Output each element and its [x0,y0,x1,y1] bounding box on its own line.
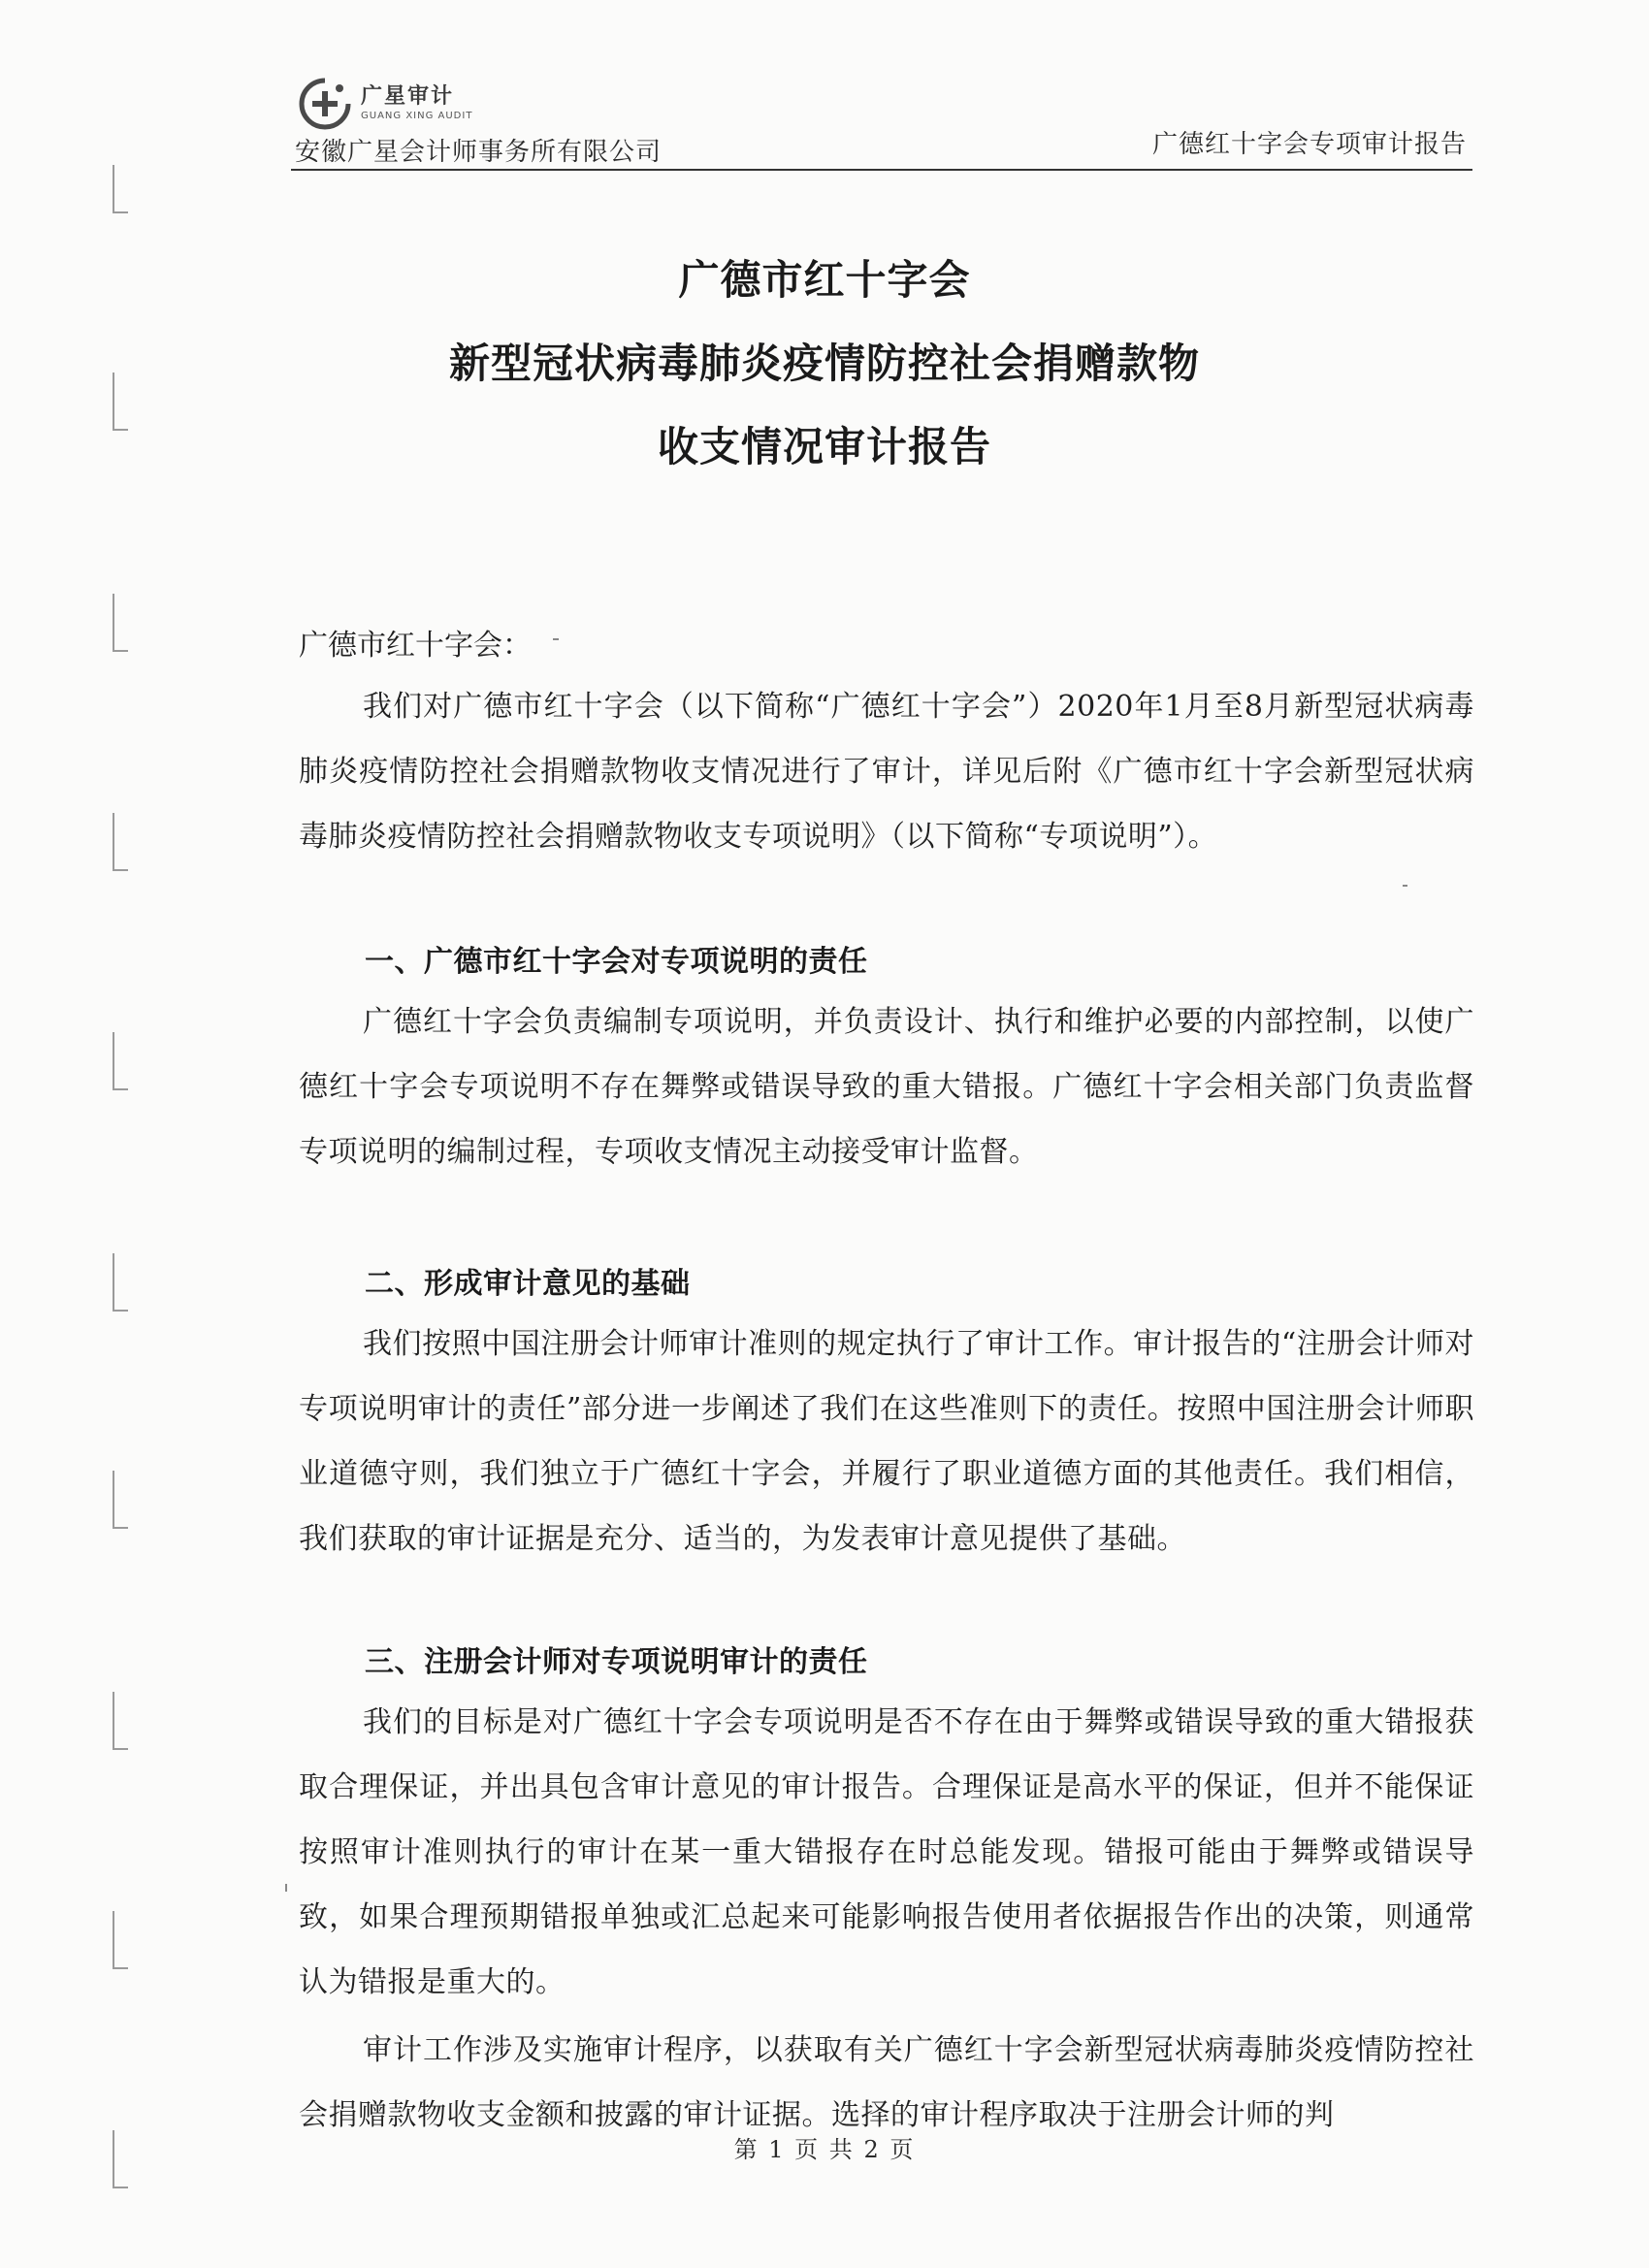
section-3-paragraph-2: 审计工作涉及实施审计程序，以获取有关广德红十字会新型冠状病毒肺炎疫情防控社会捐赠款物收支金额和披露的审计证据。选择的审计程序取决于注册会计师的判 [299,2033,1474,2132]
header-divider [291,169,1472,171]
report-title-line-2: 新型冠状病毒肺炎疫情防控社会捐赠款物 [448,340,1200,387]
report-title-line-1: 广德市红十字会 [678,256,971,304]
section-2-heading: 二、形成审计意见的基础 [365,1267,691,1301]
binding-mark [113,1032,128,1090]
scan-speck [1403,885,1407,887]
firm-name: 安徽广星会计师事务所有限公司 [295,138,663,167]
binding-mark [113,1692,128,1750]
binding-mark [113,165,128,213]
binding-mark [113,1911,128,1969]
salutation: 广德市红十字会： [299,629,532,663]
firm-logo [297,76,510,140]
scan-speck [285,1884,287,1892]
binding-mark [113,813,128,871]
section-3-paragraph-1: 我们的目标是对广德红十字会专项说明是否不存在由于舞弊或错误导致的重大错报获取合理保证，并出具包含审计意见的审计报告。合理保证是高水平的保证，但并不能保证按照审计准则执行的审计在某一重大错报存在时总能发现。错报可能由于舞弊或错误导致，如果合理预期错报单独或汇总起来可能影响报告使用者依据报告作出的决策，则通常认为错报是重大的。 [299,1705,1474,1999]
section-2-paragraph: 我们按照中国注册会计师审计准则的规定执行了审计工作。审计报告的“注册会计师对专项说明审计的责任”部分进一步阐述了我们在这些准则下的责任。按照中国注册会计师职业道德守则，我们独立于广德红十字会，并履行了职业道德方面的其他责任。我们相信，我们获取的审计证据是充分、适当的，为发表审计意见提供了基础。 [299,1327,1474,1556]
binding-mark [113,594,128,652]
section-1-paragraph: 广德红十字会负责编制专项说明，并负责设计、执行和维护必要的内部控制，以使广德红十字会专项说明不存在舞弊或错误导致的重大错报。广德红十字会相关部门负责监督专项说明的编制过程，专项收支情况主动接受审计监督。 [299,1005,1474,1169]
report-title-line-3: 收支情况审计报告 [657,423,991,470]
page-header [291,68,1472,177]
report-label: 广德红十字会专项审计报告 [1151,130,1467,159]
page-number: 第 1 页 共 2 页 [733,2136,916,2163]
firm-logo-icon [297,76,353,132]
scan-speck [553,638,559,640]
logo-english-text: GUANG XING AUDIT [361,111,473,121]
binding-mark [113,1253,128,1312]
intro-paragraph: 我们对广德市红十字会（以下简称“广德红十字会”）2020年1月至8月新型冠状病毒肺炎疫情防控社会捐赠款物收支情况进行了审计，详见后附《广德市红十字会新型冠状病毒肺炎疫情防控社会捐赠款物收支专项说明》（以下简称“专项说明”）。 [299,690,1474,854]
section-3-heading: 三、注册会计师对专项说明审计的责任 [365,1645,868,1679]
binding-mark [113,1471,128,1529]
section-1-heading: 一、广德市红十字会对专项说明的责任 [365,945,868,979]
logo-chinese-text: 广星审计 [361,84,455,109]
